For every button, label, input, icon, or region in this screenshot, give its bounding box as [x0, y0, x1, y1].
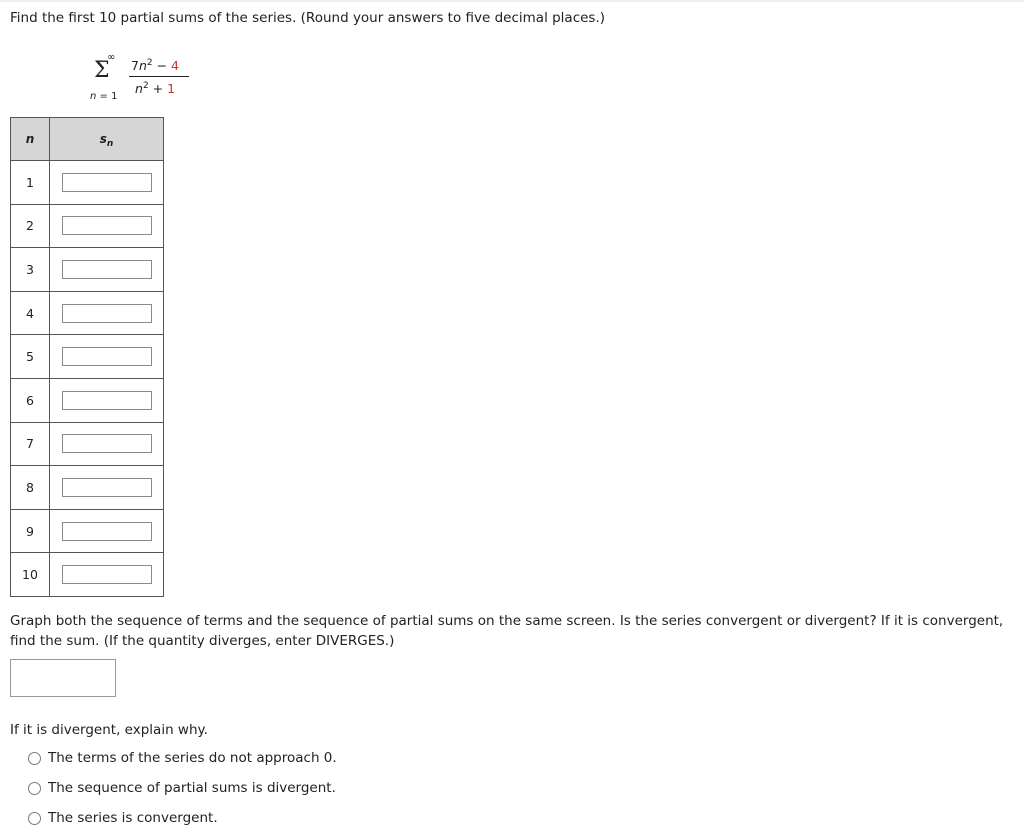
option-partial-sums-divergent[interactable] — [28, 780, 336, 796]
table-row — [11, 378, 164, 422]
question-divergence-reason: If it is divergent, explain why. — [10, 722, 208, 738]
partial-sum-input[interactable] — [62, 434, 152, 453]
radio-button[interactable] — [28, 782, 41, 795]
question-convergence: Graph both the sequence of terms and the sequence of partial sums on the same screen. Is the series convergent or divergent? If it is convergent, find the sum. (If the quantity diverges, enter DIVERGES.) — [10, 613, 1004, 649]
table-row — [11, 422, 164, 466]
partial-sum-input[interactable] — [62, 304, 152, 323]
row-index: 1 — [11, 161, 50, 205]
radio-button[interactable] — [28, 812, 41, 825]
row-index: 2 — [11, 204, 50, 248]
table-row — [11, 509, 164, 553]
fraction-denominator: $n^2 + 1$ — [135, 81, 176, 96]
partial-sums-table — [10, 117, 164, 597]
partial-sum-cell — [50, 291, 164, 335]
fraction-bar — [129, 76, 189, 77]
radio-button[interactable] — [28, 752, 41, 765]
top-divider — [0, 0, 1024, 2]
sum-lower-limit: n = 1 — [90, 91, 118, 102]
partial-sum-cell — [50, 422, 164, 466]
table-row — [11, 291, 164, 335]
sum-upper-limit: ∞ — [107, 52, 116, 63]
fraction-numerator: $7n^2 - 4$ — [131, 58, 179, 73]
row-index: 9 — [11, 509, 50, 553]
partial-sum-cell — [50, 509, 164, 553]
option-label: The series is convergent. — [48, 810, 218, 826]
row-index: 4 — [11, 291, 50, 335]
partial-sum-input[interactable] — [62, 522, 152, 541]
row-index: 8 — [11, 466, 50, 510]
option-terms-not-zero[interactable] — [28, 750, 337, 766]
option-series-convergent[interactable] — [28, 810, 218, 826]
table-row — [11, 248, 164, 292]
partial-sum-cell — [50, 553, 164, 597]
partial-sum-input[interactable] — [62, 173, 152, 192]
row-index: 5 — [11, 335, 50, 379]
table-row — [11, 204, 164, 248]
row-index: 7 — [11, 422, 50, 466]
row-index: 10 — [11, 553, 50, 597]
question-find-partial-sums: Find the first 10 partial sums of the series. (Round your answers to five decimal places.) — [10, 10, 606, 26]
option-label: The terms of the series do not approach 0. — [48, 750, 337, 766]
partial-sum-input[interactable] — [62, 260, 152, 279]
header-sn: $s_n$ — [50, 118, 164, 161]
partial-sum-cell — [50, 248, 164, 292]
sigma-symbol: Σ — [94, 58, 110, 83]
partial-sum-cell — [50, 204, 164, 248]
table-header-row — [11, 118, 164, 161]
partial-sum-cell — [50, 335, 164, 379]
table-row — [11, 553, 164, 597]
row-index: 3 — [11, 248, 50, 292]
partial-sum-cell — [50, 466, 164, 510]
row-index: 6 — [11, 378, 50, 422]
sum-answer-input[interactable] — [10, 659, 116, 697]
partial-sum-cell — [50, 378, 164, 422]
partial-sum-input[interactable] — [62, 347, 152, 366]
table-row — [11, 335, 164, 379]
option-label: The sequence of partial sums is divergent. — [48, 780, 336, 796]
partial-sum-input[interactable] — [62, 565, 152, 584]
partial-sum-cell — [50, 161, 164, 205]
partial-sum-input[interactable] — [62, 478, 152, 497]
header-n: n — [11, 118, 50, 161]
partial-sum-input[interactable] — [62, 216, 152, 235]
table-row — [11, 466, 164, 510]
table-row — [11, 161, 164, 205]
series-formula — [90, 52, 200, 102]
partial-sum-input[interactable] — [62, 391, 152, 410]
